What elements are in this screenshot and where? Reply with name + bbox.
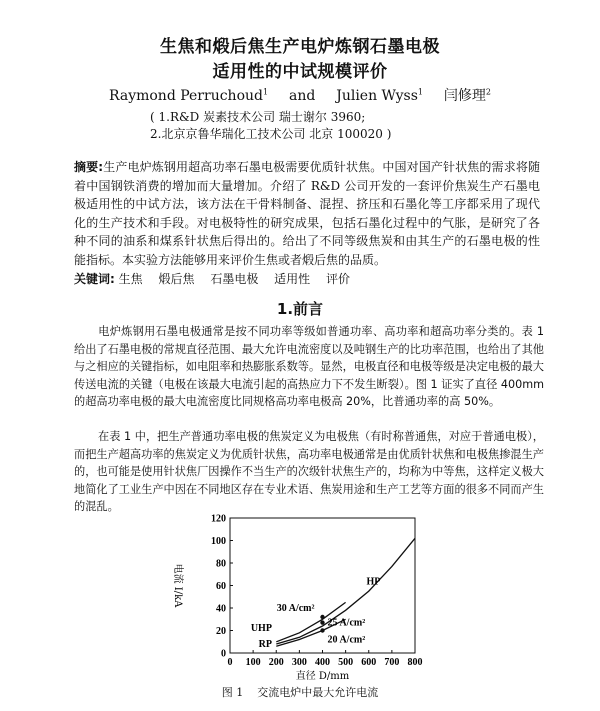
keyword: 煅后焦 xyxy=(158,272,195,286)
x-tick-label: 400 xyxy=(315,657,330,668)
y-tick-labels xyxy=(211,514,226,660)
series-label-rp: RP xyxy=(258,639,272,651)
author-name: 闫修理 xyxy=(443,88,486,104)
figure-caption xyxy=(0,684,600,700)
x-tick-label: 300 xyxy=(291,657,307,668)
paper-title-line-1: 生焦和煅后焦生产电炉炼钢石墨电极 xyxy=(160,37,440,57)
x-tick-label: 200 xyxy=(268,657,284,668)
y-tick-label: 20 xyxy=(216,626,226,637)
keywords-label: 关键词: xyxy=(74,272,115,286)
series-label-uhp: UHP xyxy=(250,622,272,634)
x-tick-label: 600 xyxy=(361,657,377,668)
figure-caption-text: 交流电炉中最大允许电流 xyxy=(257,686,379,699)
y-tick-label: 100 xyxy=(211,536,226,547)
x-tick-label: 500 xyxy=(338,657,354,668)
current-vs-diameter-chart xyxy=(140,510,440,682)
y-tick-label: 80 xyxy=(216,558,226,570)
affiliation-line: ( 1.R&D 炭素技术公司 瑞士谢尔 3960; xyxy=(150,110,366,124)
paragraph-text: 电炉炼钢用石墨电极通常是按不同功率等级如普通功率、高功率和超高功率分类的。表 1 给出了石墨电极的常规直径范围、最大允许电流密度以及吨钢生产的比功率范围，也给出了其他与之相应的关键指标，如电阻率和热膨胀系数等。显然，电极直径和电极等级是决定电极的最大传送电流的关键（电极在该最大电流引起的高热应力下不发生断裂）。图 1 证实了直径 400mm 的超高功率电极的最大电流密度比同规格高功率电极高 20%，比普通功率的高 50%。 xyxy=(74,325,544,409)
section-heading: 1.前言 xyxy=(276,300,324,318)
data-point xyxy=(320,628,324,632)
annotation-label: 20 A/cm² xyxy=(327,634,366,646)
author-name: Julien Wyss xyxy=(336,88,418,104)
x-tick-label: 0 xyxy=(227,657,233,668)
author-affiliation-mark: 1 xyxy=(262,87,269,97)
keyword: 石墨电极 xyxy=(210,272,259,286)
author-affiliation-mark: 1 xyxy=(417,87,424,97)
data-point xyxy=(320,620,324,624)
data-point xyxy=(320,615,324,619)
y-tick-label: 40 xyxy=(216,603,226,615)
y-tick-label: 60 xyxy=(216,581,226,592)
x-tick-label: 100 xyxy=(245,657,261,668)
body-paragraph xyxy=(74,323,544,411)
y-tick-label: 0 xyxy=(221,648,226,660)
affiliation-line: 2.北京京鲁华瑞化工技术公司 北京 100020 ) xyxy=(150,127,392,141)
abstract-text: 生产电炉炼钢用超高功率石墨电极需要优质针状焦。中国对国产针状焦的需求将随着中国钢铁消费的增加而大量增加。介绍了 R&D 公司开发的一套评价焦炭生产石墨电极适用性的中试方法，该方法在干骨料制备、混捏、挤压和石墨化等工序都采用了现代化的生产技术和手段。对电极特性的研究成果，包括石墨化过程中的气胀，是研究了各种不同的油系和煤系针状焦后得出的。给出了不同等级焦炭和由其生产的石墨电极的性能指标。本实验方法能够用来评价生焦或者煅后焦的品质。 xyxy=(74,160,540,267)
abstract xyxy=(74,158,540,270)
figure-number: 图 1 xyxy=(221,686,244,699)
keyword: 生焦 xyxy=(118,272,143,286)
author-name: Raymond Perruchoud xyxy=(108,88,263,104)
chart-series xyxy=(276,538,415,646)
paragraph-text: 在表 1 中，把生产普通功率电极的焦炭定义为电极焦（有时称普通焦，对应于普通电极），而把生产超高功率的焦炭定义为优质针状焦，高功率电极通常是由优质针状焦和电极焦掺混生产的，也可能是使用针状焦厂因操作不当生产的次级针状焦生产的，均称为中等焦，这样定义极大地简化了工业生产中因在不同地区存在专业术语、焦炭用途和生产工艺等方面的很多不同而产生的混乱。 xyxy=(74,430,544,514)
body-paragraph xyxy=(74,428,544,516)
chart-points xyxy=(320,615,324,633)
keyword: 适用性 xyxy=(274,272,311,286)
y-tick-label: 120 xyxy=(211,513,226,525)
x-tick-label: 700 xyxy=(384,657,400,668)
abstract-label: 摘要: xyxy=(74,160,104,174)
annotation-label: 30 A/cm² xyxy=(276,603,315,614)
annotation-label: 25 A/cm² xyxy=(327,617,366,629)
keyword: 评价 xyxy=(326,272,351,286)
series-label-hp: HP xyxy=(366,576,381,588)
author-list xyxy=(0,85,600,105)
y-axis-label: 电流 I/kA xyxy=(172,563,183,608)
x-tick-labels xyxy=(228,657,423,668)
x-tick-label: 800 xyxy=(407,657,423,668)
paper-title-line-2: 适用性的中试规模评价 xyxy=(212,62,388,82)
keywords xyxy=(74,270,540,287)
author-conjunction: and xyxy=(288,88,316,104)
x-axis-label: 直径 D/mm xyxy=(295,671,350,682)
author-affiliation-mark: 2 xyxy=(485,87,492,97)
